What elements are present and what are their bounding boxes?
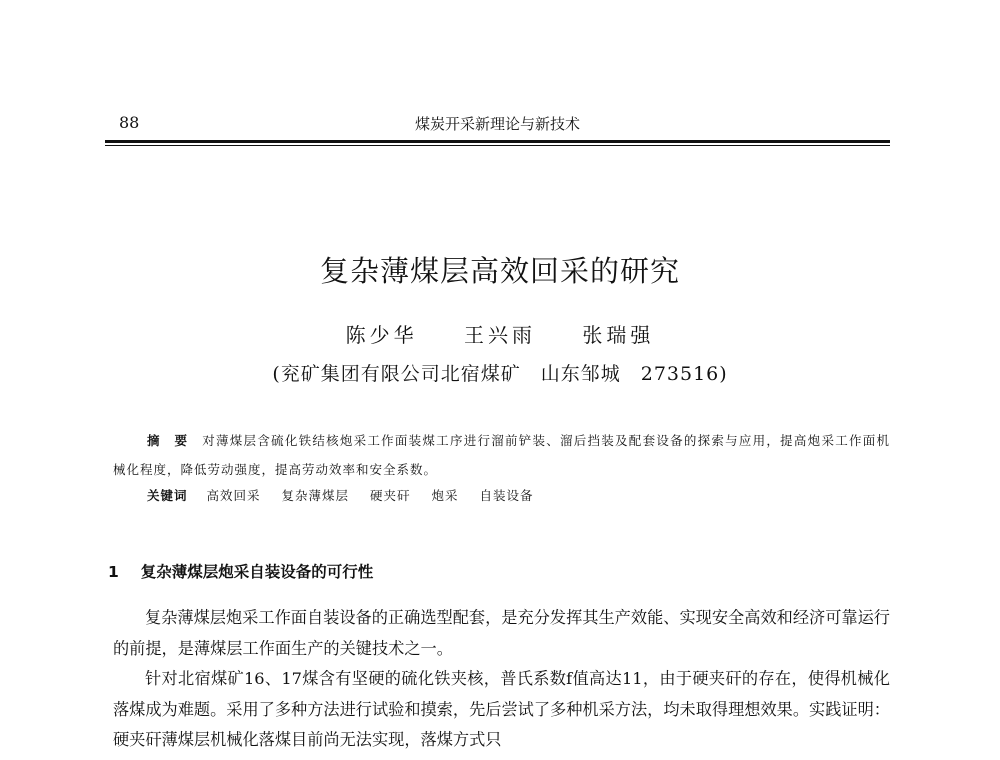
author-name: 陈少华 <box>345 323 418 347</box>
author-name: 王兴雨 <box>464 323 536 347</box>
keyword: 复杂薄煤层 <box>281 488 350 503</box>
keyword: 高效回采 <box>206 488 261 503</box>
author-affiliation: (兖矿集团有限公司北宿煤矿 山东邹城 273516) <box>272 363 728 385</box>
body-paragraph: 复杂薄煤层炮采工作面自装设备的正确选型配套，是充分发挥其生产效能、实现安全高效和经济可靠运行的前提，是薄煤层工作面生产的关键技术之一。 <box>113 608 890 658</box>
page-number: 88 <box>119 113 140 132</box>
section-title: 复杂薄煤层炮采自装设备的可行性 <box>140 563 374 581</box>
header-rule-thick <box>105 140 890 143</box>
section-heading <box>108 560 373 584</box>
body-paragraph: 针对北宿煤矿16、17煤含有坚硬的硫化铁夹核，普氏系数f值高达11，由于硬夹矸的存在，使得机械化落煤成为难题。采用了多种方法进行试验和摸索，先后尝试了多种机采方法，均未取得理想效果。实践证明：硬夹矸薄煤层机械化落煤目前尚无法实现，落煤方式只 <box>113 669 890 749</box>
keyword: 硬夹矸 <box>370 488 411 503</box>
abstract-text: 对薄煤层含硫化铁结核炮采工作面装煤工序进行溜前铲装、溜后挡装及配套设备的探索与应用，提高炮采工作面机械化程度，降低劳动强度，提高劳动效率和安全系数。 <box>113 433 890 477</box>
keyword: 炮采 <box>431 488 459 503</box>
keywords-label: 关键词 <box>147 488 188 503</box>
keyword: 自装设备 <box>479 488 534 503</box>
header-rule-thin <box>105 145 890 146</box>
section-number: 1 <box>108 563 119 581</box>
author-list <box>0 321 1000 349</box>
paper-title: 复杂薄煤层高效回采的研究 <box>319 254 680 288</box>
running-title: 煤炭开采新理论与新技术 <box>414 115 580 133</box>
keywords <box>147 484 550 508</box>
abstract-label: 摘 要 <box>147 433 189 448</box>
abstract <box>113 426 890 484</box>
author-name: 张瑞强 <box>582 323 655 347</box>
page-header <box>105 113 890 145</box>
section-body <box>113 603 890 756</box>
